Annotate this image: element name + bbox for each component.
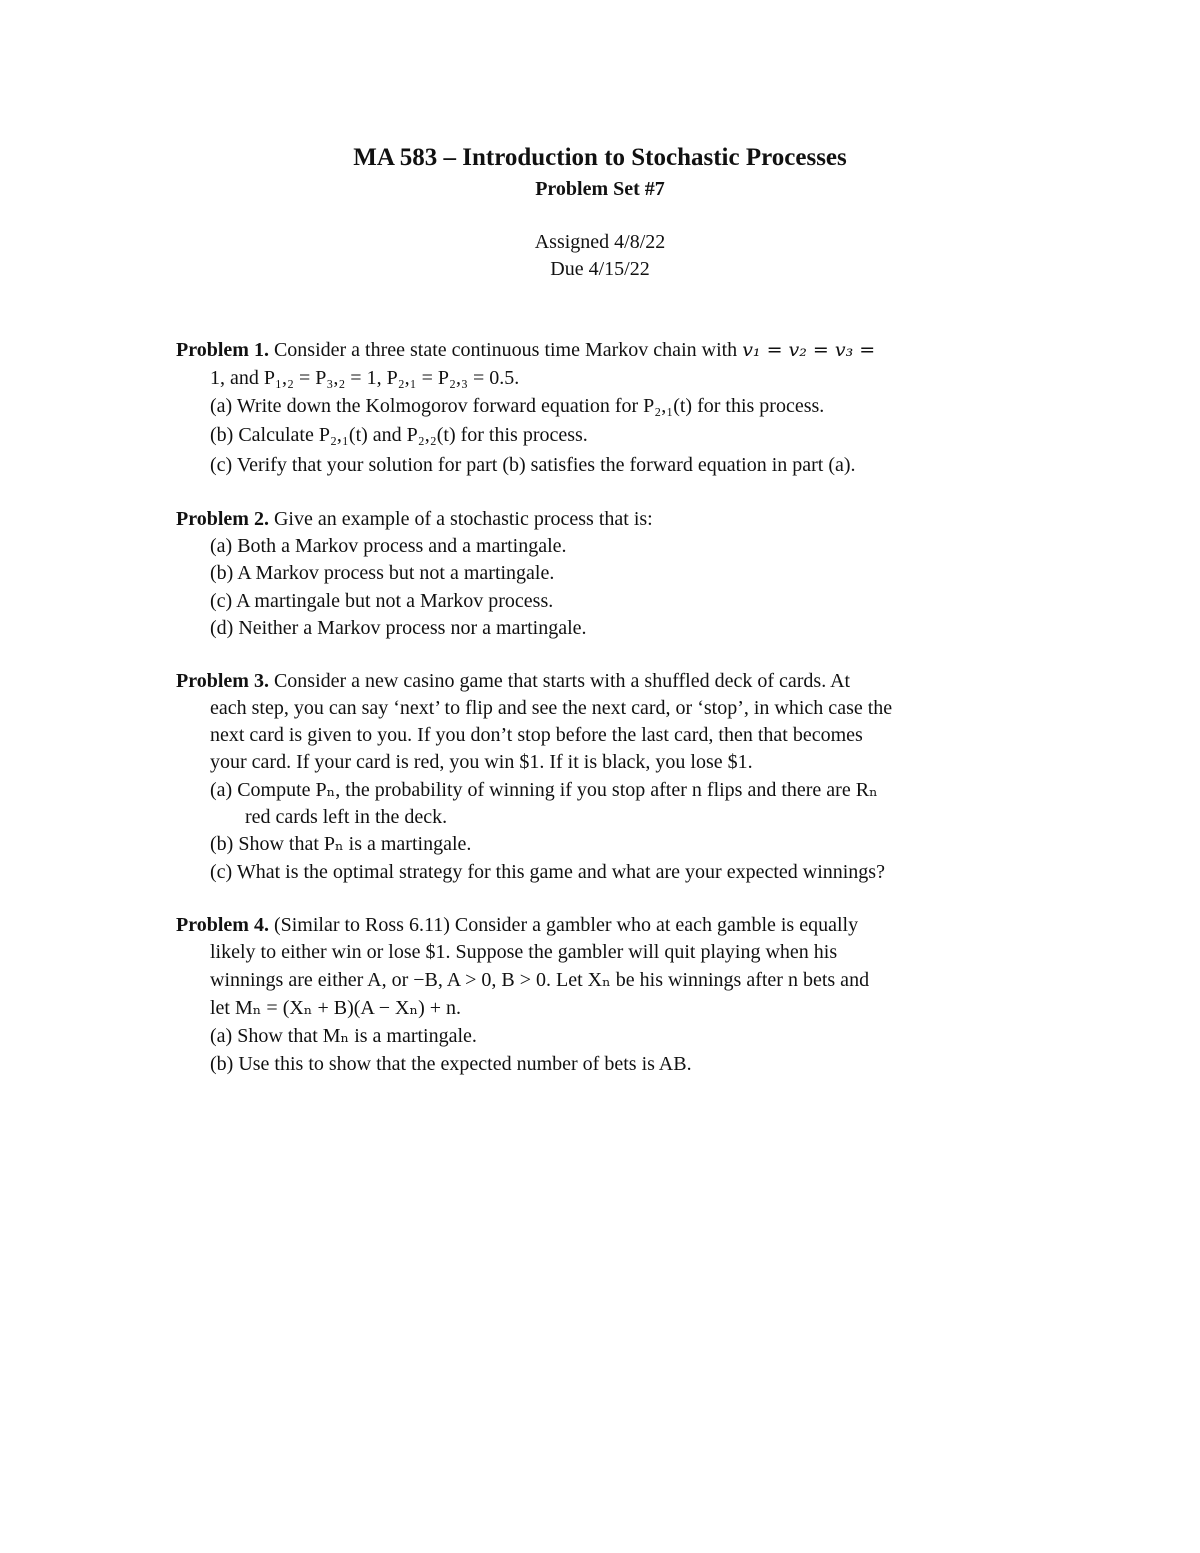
problem-3-intro-line-1 — [176, 668, 850, 695]
problem-2-part-d: (d) Neither a Markov process nor a martingale. — [210, 617, 587, 639]
problem-1-intro-math: v₁ = v₂ = v₃ = — [742, 339, 876, 361]
problem-3-intro-line-2: each step, you can say ‘next’ to flip and see the next card, or ‘stop’, in which case the — [210, 697, 893, 719]
problem-2-part-c: (c) A martingale but not a Markov process. — [210, 590, 554, 612]
problem-3-part-c: (c) What is the optimal strategy for this game and what are your expected winnings? — [210, 861, 885, 883]
problem-3-part-b: (b) Show that Pₙ is a martingale. — [210, 833, 472, 855]
problem-2-part-b: (b) A Markov process but not a martingale. — [210, 562, 555, 584]
problem-4-intro-text: (Similar to Ross 6.11) Consider a gambler who at each gamble is equally — [273, 914, 859, 936]
problem-4-intro-line-3: winnings are either A, or −B, A > 0, B > 0. Let Xₙ be his winnings after n bets and — [210, 969, 870, 991]
problem-1-intro-line-2: 1, and P₁,₂ = P₃,₂ = 1, P₂,₁ = P₂,₃ = 0.5. — [210, 367, 520, 389]
problem-1-intro-line-1 — [176, 337, 875, 364]
due-date: Due 4/15/22 — [550, 258, 650, 280]
problem-4-part-a: (a) Show that Mₙ is a martingale. — [210, 1025, 477, 1047]
problem-3-intro-line-4: your card. If your card is red, you win $1. If it is black, you lose $1. — [210, 751, 753, 773]
problem-4-label: Problem 4. — [176, 914, 269, 936]
problem-2-intro — [176, 506, 653, 533]
problem-4-part-b: (b) Use this to show that the expected number of bets is AB. — [210, 1053, 692, 1075]
problem-2-part-a: (a) Both a Markov process and a martingale. — [210, 535, 567, 557]
problem-1-part-c: (c) Verify that your solution for part (b) satisfies the forward equation in part (a). — [210, 454, 856, 476]
document-title: MA 583 – Introduction to Stochastic Processes — [353, 144, 847, 171]
problem-3-part-a: (a) Compute Pₙ, the probability of winning if you stop after n flips and there are Rₙ — [210, 779, 878, 801]
problem-4-intro-line-4: let Mₙ = (Xₙ + B)(A − Xₙ) + n. — [210, 997, 462, 1019]
assigned-date: Assigned 4/8/22 — [534, 231, 666, 253]
problem-4-intro-line-2: likely to either win or lose $1. Suppose the gambler will quit playing when his — [210, 941, 838, 963]
problem-2-intro-text: Give an example of a stochastic process that is: — [273, 508, 653, 530]
problem-4-intro-line-1 — [176, 912, 858, 939]
problem-3-label: Problem 3. — [176, 670, 269, 692]
problem-1-part-b: (b) Calculate P₂,₁(t) and P₂,₂(t) for this process. — [210, 424, 588, 446]
problem-3-part-a-continued: red cards left in the deck. — [245, 806, 448, 828]
problem-1-part-a: (a) Write down the Kolmogorov forward equation for P₂,₁(t) for this process. — [210, 395, 825, 417]
problem-3-intro-text: Consider a new casino game that starts with a shuffled deck of cards. At — [273, 670, 851, 692]
problem-1-label: Problem 1. — [176, 339, 269, 361]
document-subtitle: Problem Set #7 — [535, 178, 665, 200]
problem-3-intro-line-3: next card is given to you. If you don’t stop before the last card, then that becomes — [210, 724, 863, 746]
problem-2-label: Problem 2. — [176, 508, 269, 530]
problem-1-intro-text: Consider a three state continuous time Markov chain with — [273, 339, 743, 361]
